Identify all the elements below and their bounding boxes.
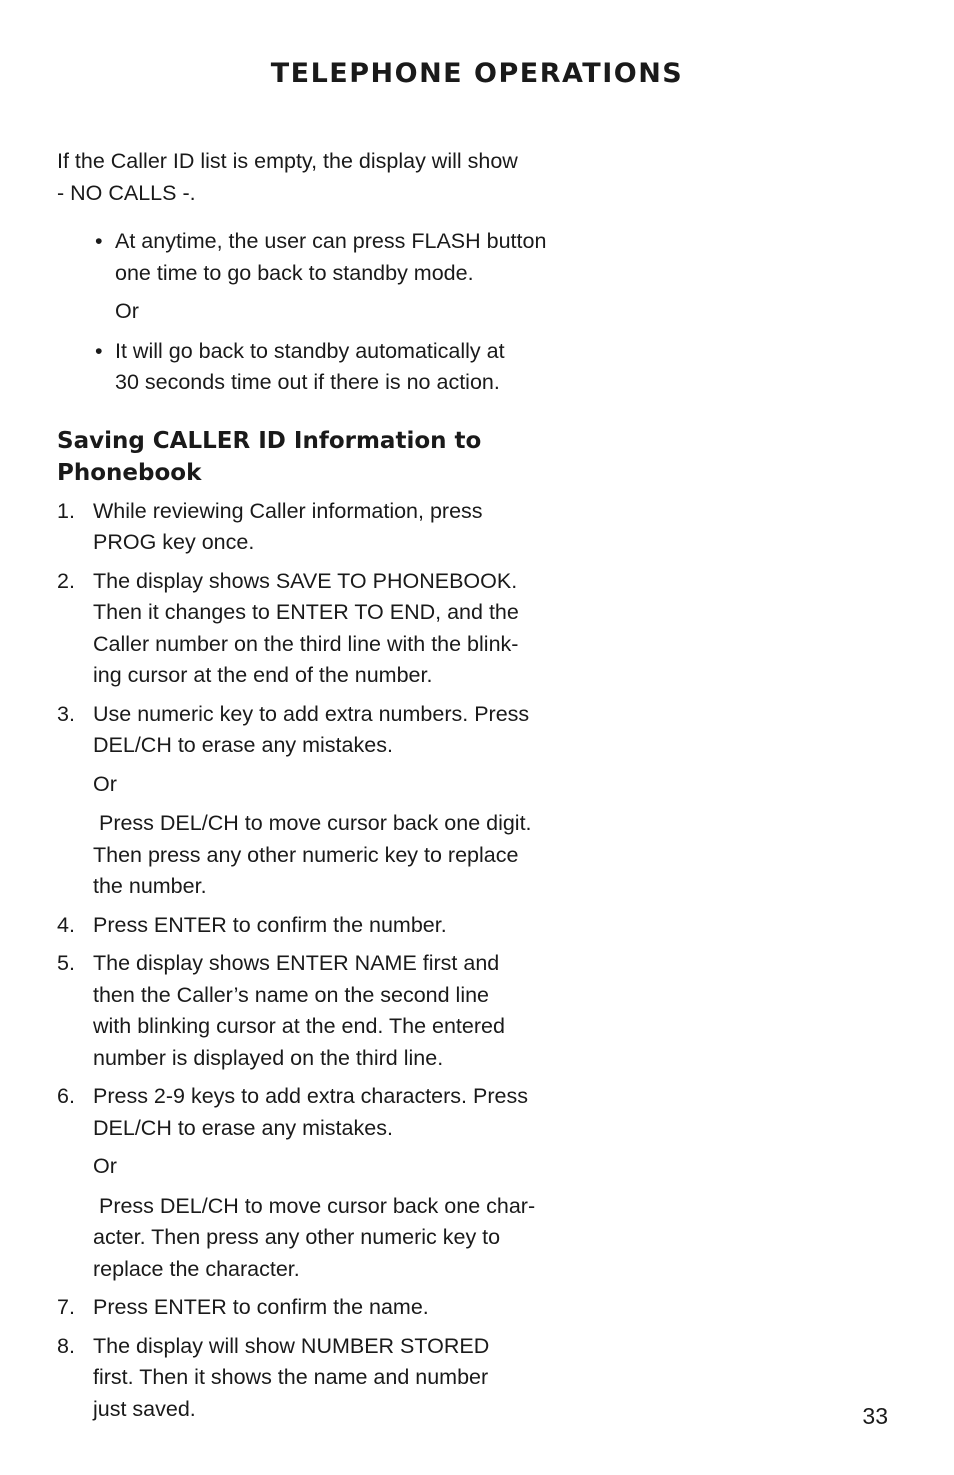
bullet-marker: • xyxy=(95,229,103,253)
step-line: first. Then it shows the name and number xyxy=(93,1365,489,1389)
step-number: 5. xyxy=(57,951,75,975)
or-separator: Or xyxy=(93,771,117,796)
page-title: TELEPHONE OPERATIONS xyxy=(270,58,684,89)
step-line: acter. Then press any other numeric key to xyxy=(93,1225,501,1249)
step-item xyxy=(57,699,577,903)
step-line: DEL/CH to erase any mistakes. xyxy=(93,733,393,757)
bullet-line: It will go back to standby automatically at xyxy=(115,338,505,363)
page-content xyxy=(57,146,577,1432)
step-line: replace the character. xyxy=(93,1256,300,1281)
step-number: 8. xyxy=(57,1333,75,1358)
page-number: 33 xyxy=(862,1403,888,1429)
step-item xyxy=(57,566,577,692)
step-line: The display shows SAVE TO PHONEBOOK. xyxy=(93,568,518,593)
or-separator: Or xyxy=(93,1154,117,1178)
bullet-item xyxy=(95,336,577,399)
step-line: Use numeric key to add extra numbers. Press xyxy=(93,701,530,726)
bullet-list xyxy=(95,226,577,399)
step-item xyxy=(57,1331,577,1426)
step-line: Press DEL/CH to move cursor back one digit. xyxy=(93,811,532,835)
section-heading xyxy=(57,425,577,489)
intro-paragraph xyxy=(57,146,577,209)
intro-line-1: If the Caller ID list is empty, the display will show xyxy=(57,149,518,173)
bullet-line: 30 seconds time out if there is no action. xyxy=(115,370,500,394)
bullet-item xyxy=(95,226,577,289)
step-item xyxy=(57,948,577,1074)
step-item xyxy=(57,1081,577,1285)
step-line: number is displayed on the third line. xyxy=(93,1045,444,1070)
steps-list xyxy=(57,496,577,1426)
step-line: Press 2-9 keys to add extra characters. Press xyxy=(93,1084,528,1108)
step-item xyxy=(57,910,577,942)
step-line: then the Caller’s name on the second line xyxy=(93,982,490,1007)
section-heading-line-2: Phonebook xyxy=(57,459,202,486)
step-line: ing cursor at the end of the number. xyxy=(93,663,433,687)
step-line: Press ENTER to confirm the name. xyxy=(93,1295,429,1319)
step-number: 2. xyxy=(57,568,75,593)
step-line: just saved. xyxy=(93,1396,196,1421)
or-separator: Or xyxy=(115,299,139,323)
step-number: 4. xyxy=(57,912,75,937)
step-line: PROG key once. xyxy=(93,530,255,554)
step-line: Then press any other numeric key to replace xyxy=(93,842,519,867)
step-line: The display will show NUMBER STORED xyxy=(93,1333,490,1358)
step-line: Then it changes to ENTER TO END, and the xyxy=(93,600,519,624)
step-number: 6. xyxy=(57,1084,75,1108)
step-number: 7. xyxy=(57,1295,75,1319)
step-number: 3. xyxy=(57,701,75,726)
step-line: with blinking cursor at the end. The entered xyxy=(93,1014,505,1038)
step-line: The display shows ENTER NAME first and xyxy=(93,951,500,975)
step-line: Press DEL/CH to move cursor back one char- xyxy=(93,1193,536,1218)
bullet-line: At anytime, the user can press FLASH button xyxy=(115,229,547,253)
step-item xyxy=(57,1292,577,1324)
step-line: DEL/CH to erase any mistakes. xyxy=(93,1115,393,1140)
step-line: Caller number on the third line with the blink- xyxy=(93,631,519,656)
bullet-line: one time to go back to standby mode. xyxy=(115,260,474,285)
section-heading-line-1: Saving CALLER ID Information to xyxy=(57,427,482,454)
step-number: 1. xyxy=(57,498,75,523)
step-line: Press ENTER to confirm the number. xyxy=(93,912,447,937)
bullet-marker: • xyxy=(95,338,103,363)
intro-line-2: - NO CALLS -. xyxy=(57,180,196,205)
step-line: While reviewing Caller information, press xyxy=(93,498,483,523)
step-item xyxy=(57,496,577,559)
step-line: the number. xyxy=(93,874,207,898)
